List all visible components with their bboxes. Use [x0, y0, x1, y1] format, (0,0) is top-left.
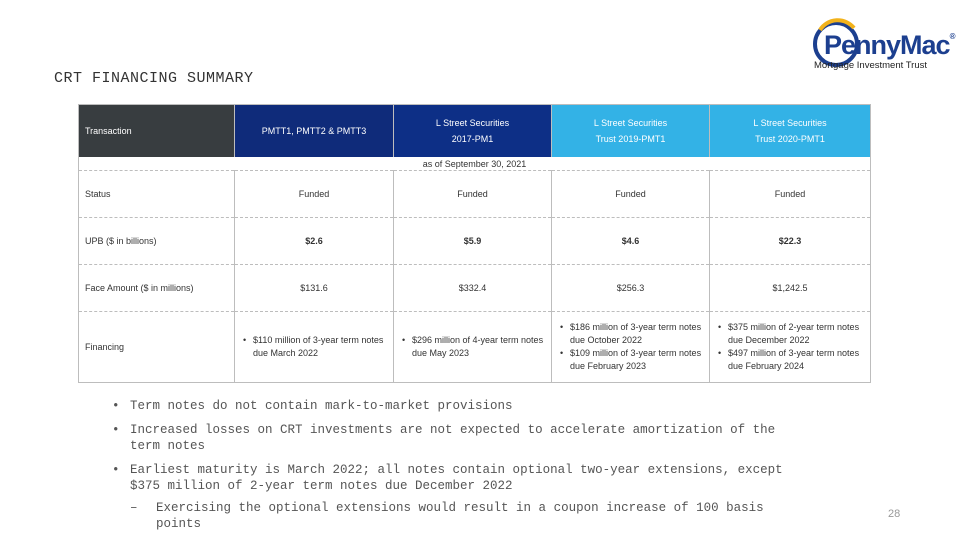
face-amount-cell: $131.6	[235, 265, 394, 312]
upb-cell: $4.6	[552, 218, 710, 265]
financing-item: • $110 million of 3-year term notes due March 2022	[241, 334, 387, 360]
bullet-dot-icon: •	[112, 399, 120, 413]
pennymac-logo	[806, 18, 955, 78]
status-cell: Funded	[552, 171, 710, 218]
table-row	[79, 265, 871, 312]
face-amount-cell: $1,242.5	[710, 265, 871, 312]
status-cell: Funded	[235, 171, 394, 218]
header-lstreet-2019: L Street Securities Trust 2019-PMT1	[552, 105, 710, 158]
slide-title: CRT FINANCING SUMMARY	[54, 70, 254, 87]
status-cell: Funded	[394, 171, 552, 218]
row-label-face-amount: Face Amount ($ in millions)	[79, 265, 235, 312]
logo-wordmark: PennyMac®	[824, 30, 955, 60]
page-number: 28	[888, 508, 901, 520]
header-lstreet-2017: L Street Securities 2017-PM1	[394, 105, 552, 158]
upb-cell: $2.6	[235, 218, 394, 265]
face-amount-cell: $332.4	[394, 265, 552, 312]
bullet-item: • Increased losses on CRT investments are not expected to accelerate amortization of the term notes	[112, 423, 776, 453]
financing-item: • $109 million of 3-year term notes due February 2023	[558, 347, 703, 373]
bullet-item: • Term notes do not contain mark-to-market provisions	[112, 399, 513, 413]
sub-bullet-item: – Exercising the optional extensions would result in a coupon increase of 100 basis points	[130, 501, 764, 531]
bullet-dot-icon: •	[112, 463, 120, 477]
financing-cell	[552, 312, 710, 383]
financing-cell	[394, 312, 552, 383]
notes-bullet-list	[112, 398, 812, 532]
row-label-financing: Financing	[79, 312, 235, 383]
financing-item: • $186 million of 3-year term notes due October 2022	[558, 321, 703, 347]
upb-cell: $22.3	[710, 218, 871, 265]
as-of-date: as of September 30, 2021	[79, 157, 871, 171]
dash-icon: –	[130, 501, 138, 515]
header-pmtt: PMTT1, PMTT2 & PMTT3	[235, 105, 394, 158]
financing-item: • $375 million of 2-year term notes due December 2022	[716, 321, 864, 347]
table-row	[79, 171, 871, 218]
financing-cell	[235, 312, 394, 383]
financing-cell	[710, 312, 871, 383]
as-of-row	[79, 157, 871, 171]
upb-cell: $5.9	[394, 218, 552, 265]
table-header-row	[79, 105, 871, 158]
bullet-item: • Earliest maturity is March 2022; all notes contain optional two-year extensions, except $375 million of 2-year term notes due December 2022	[112, 463, 783, 493]
financing-item: • $296 million of 4-year term notes due May 2023	[400, 334, 545, 360]
status-cell: Funded	[710, 171, 871, 218]
bullet-dot-icon: •	[112, 423, 120, 437]
table-row	[79, 218, 871, 265]
header-lstreet-2020: L Street Securities Trust 2020-PMT1	[710, 105, 871, 158]
row-label-status: Status	[79, 171, 235, 218]
crt-financing-table	[78, 104, 871, 383]
header-transaction: Transaction	[79, 105, 235, 158]
row-label-upb: UPB ($ in billions)	[79, 218, 235, 265]
face-amount-cell: $256.3	[552, 265, 710, 312]
logo-tagline: Mortgage Investment Trust	[814, 60, 927, 71]
table-row	[79, 312, 871, 383]
financing-item: • $497 million of 3-year term notes due February 2024	[716, 347, 864, 373]
